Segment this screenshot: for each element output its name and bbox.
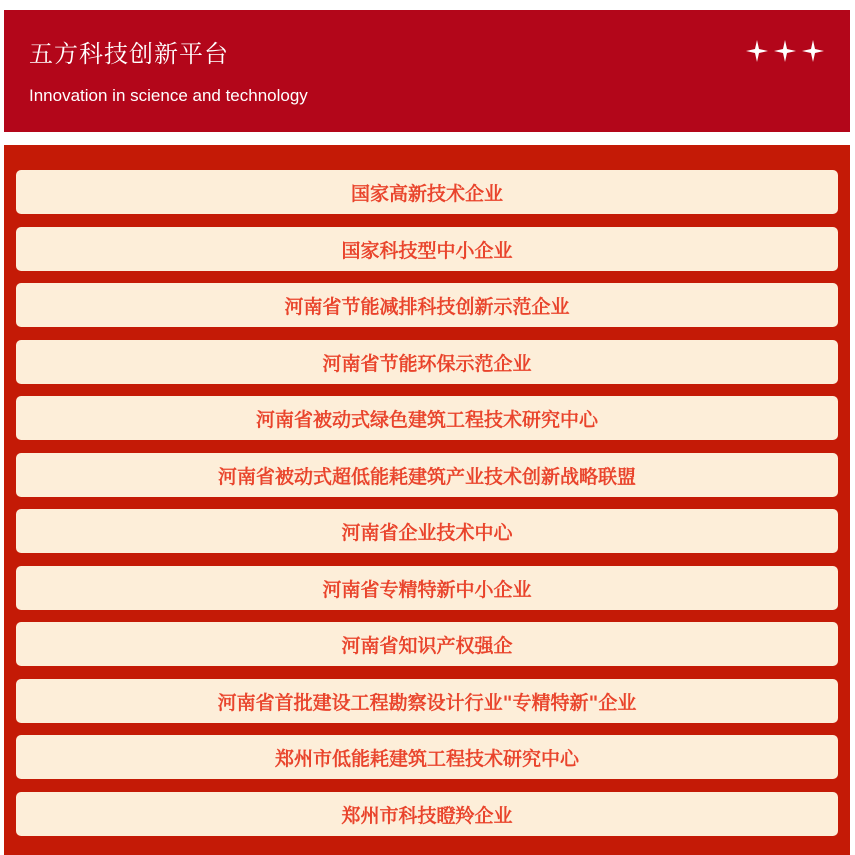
platform-item[interactable]: 河南省知识产权强企 bbox=[16, 622, 838, 666]
sparkle-star-icon bbox=[774, 40, 796, 62]
platform-item[interactable]: 河南省节能减排科技创新示范企业 bbox=[16, 283, 838, 327]
sparkle-star-icon bbox=[746, 40, 768, 62]
platform-item[interactable]: 河南省专精特新中小企业 bbox=[16, 566, 838, 610]
platform-item[interactable]: 河南省被动式超低能耗建筑产业技术创新战略联盟 bbox=[16, 453, 838, 497]
platform-list bbox=[4, 145, 850, 855]
star-decoration bbox=[746, 40, 824, 62]
platform-item[interactable]: 河南省首批建设工程勘察设计行业"专精特新"企业 bbox=[16, 679, 838, 723]
platform-item[interactable]: 郑州市科技瞪羚企业 bbox=[16, 792, 838, 836]
page-title: 五方科技创新平台 bbox=[29, 40, 229, 68]
platform-item[interactable]: 河南省被动式绿色建筑工程技术研究中心 bbox=[16, 396, 838, 440]
page-subtitle: Innovation in science and technology bbox=[29, 86, 308, 105]
platform-item[interactable]: 郑州市低能耗建筑工程技术研究中心 bbox=[16, 735, 838, 779]
platform-item[interactable]: 国家科技型中小企业 bbox=[16, 227, 838, 271]
platform-item[interactable]: 河南省企业技术中心 bbox=[16, 509, 838, 553]
platform-item[interactable]: 河南省节能环保示范企业 bbox=[16, 340, 838, 384]
platform-item[interactable]: 国家高新技术企业 bbox=[16, 170, 838, 214]
header-banner bbox=[4, 10, 850, 132]
sparkle-star-icon bbox=[802, 40, 824, 62]
